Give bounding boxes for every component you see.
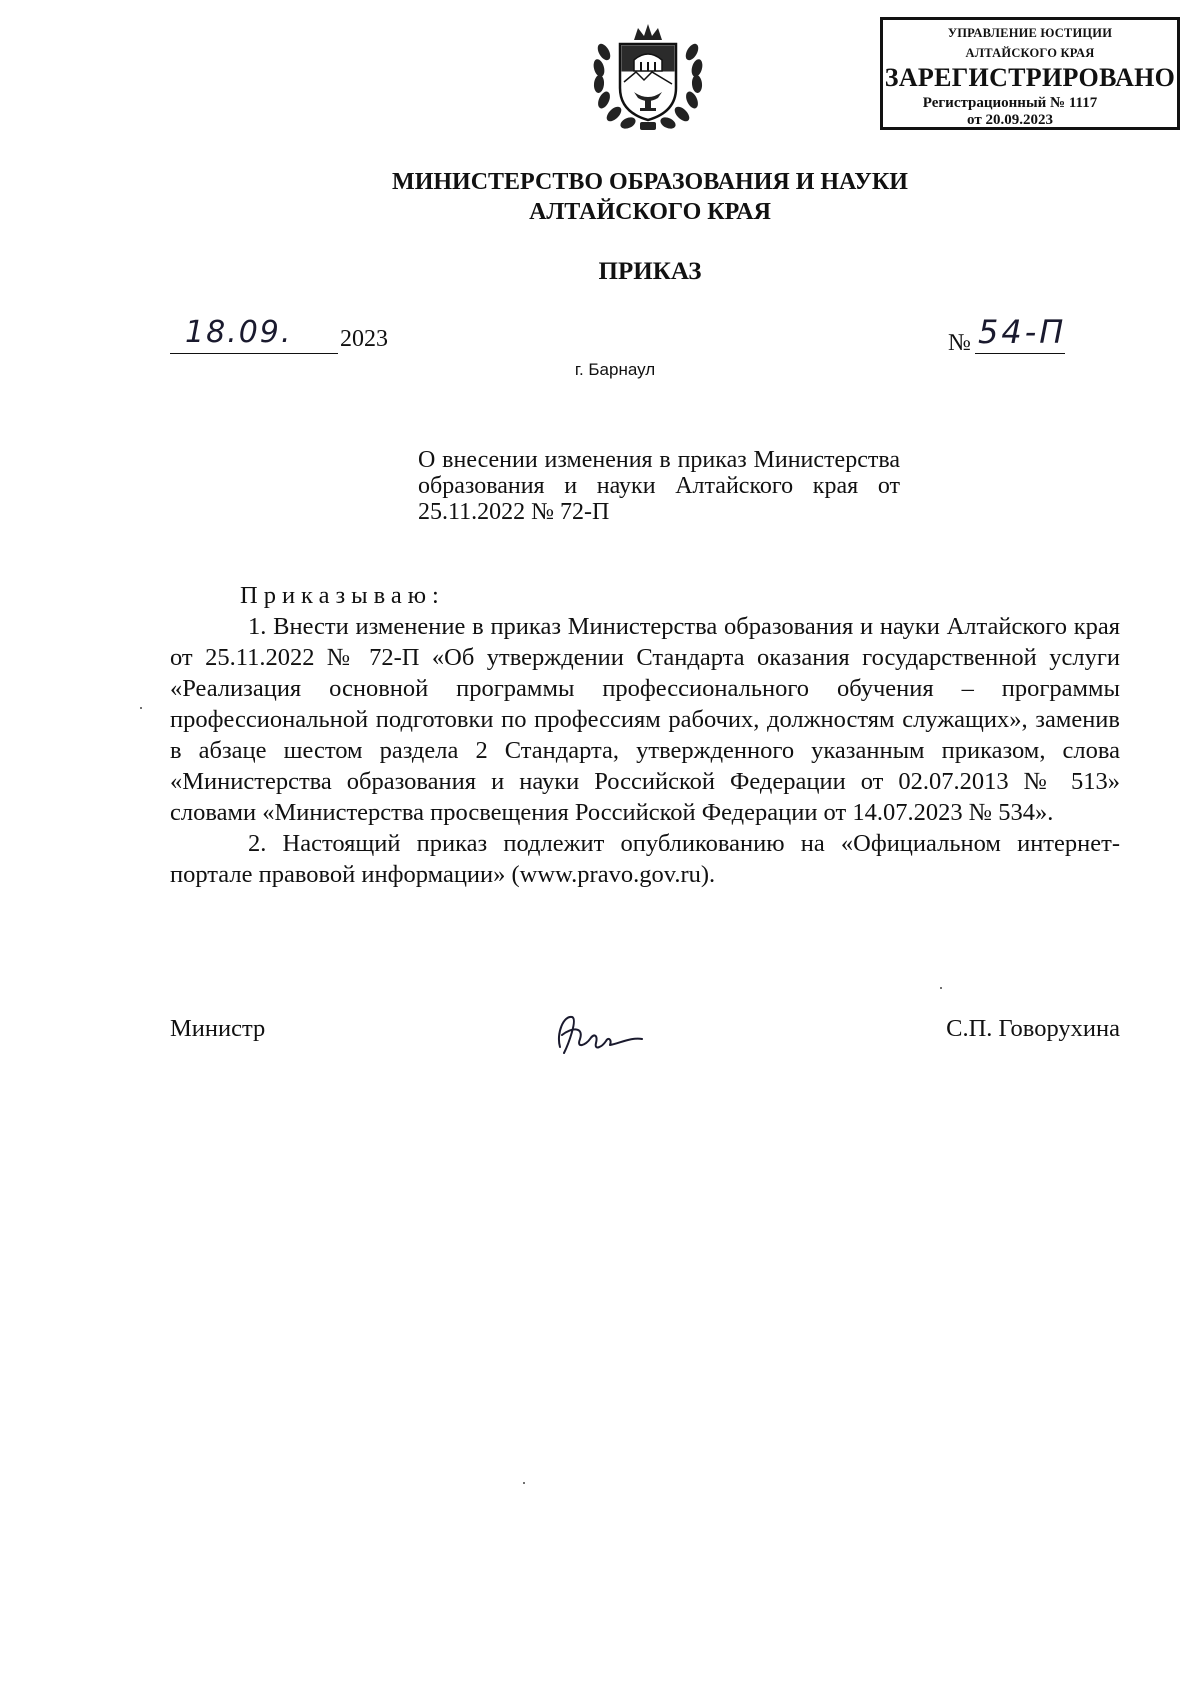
registration-stamp [880, 17, 1180, 130]
stamp-reg-date: от 20.09.2023 [967, 112, 1053, 128]
signatory-name: С.П. Говорухина [946, 1015, 1120, 1042]
ministry-line2: АЛТАЙСКОГО КРАЯ [529, 199, 771, 225]
stamp-org-line2: АЛТАЙСКОГО КРАЯ [965, 46, 1095, 60]
document-year: 2023 [340, 326, 388, 352]
handwritten-signature-icon [550, 1005, 646, 1068]
signatory-title: Министр [170, 1015, 266, 1042]
handwritten-number: 54-П [978, 313, 1067, 351]
scan-speck [523, 1482, 525, 1484]
handwritten-date: 18.09. [185, 315, 293, 350]
document-body [170, 580, 1120, 890]
stamp-status: ЗАРЕГИСТРИРОВАНО [884, 63, 1176, 92]
stamp-reg-number: Регистрационный № 1117 [922, 95, 1098, 111]
ministry-line1: МИНИСТЕРСТВО ОБРАЗОВАНИЯ И НАУКИ [392, 169, 908, 195]
body-item-2: 2. Настоящий приказ подлежит опубликованию на «Официальном интернет-портале правовой информации» (www.pravo.gov.ru). [170, 830, 1120, 888]
document-subject: О внесении изменения в приказ Министерства образования и науки Алтайского края от 25.11.2022 № 72-П [418, 447, 900, 525]
scan-speck [940, 987, 942, 989]
document-type: ПРИКАЗ [598, 258, 702, 285]
ministry-name [350, 167, 950, 227]
body-item-1: 1. Внести изменение в приказ Министерства образования и науки Алтайского края от 25.11.2022 № 72-П «Об утверждении Стандарта оказания государственной услуги «Реализация основной программы профессионального обучения – программы профессиональной подготовки по профессиям рабочих, должностям служащих», заменив в абзаце шестом раздела 2 Стандарта, утвержденного указанным приказом, слова «Министерства образования и науки Российской Федерации от 02.07.2013 № 513» словами «Министерства просвещения Российской Федерации от 14.07.2023 № 534». [170, 613, 1120, 826]
number-prefix: № [948, 330, 971, 356]
city: г. Барнаул [574, 360, 656, 379]
stamp-org-line1: УПРАВЛЕНИЕ ЮСТИЦИИ [947, 26, 1113, 40]
scan-speck [140, 707, 142, 709]
order-word: Приказываю: [240, 582, 445, 609]
coat-of-arms-icon [590, 22, 706, 139]
